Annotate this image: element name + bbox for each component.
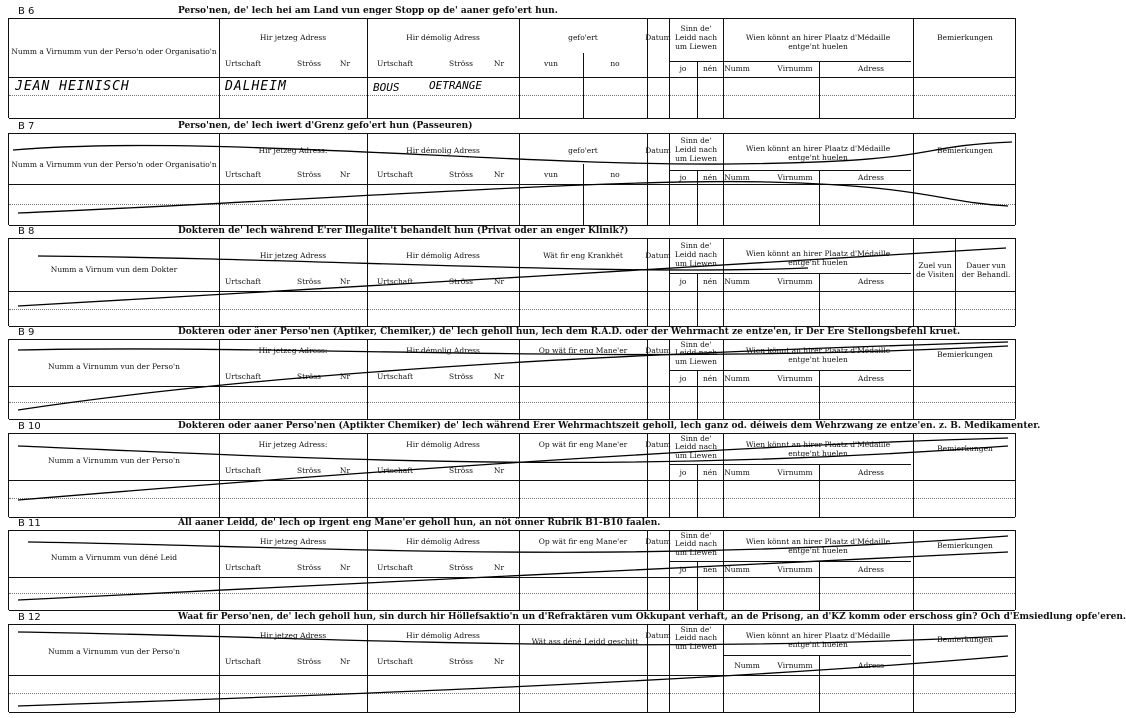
column-header: Numm a Virnumm vun der Perso'n: [48, 456, 180, 465]
section-b8: [8, 226, 1016, 326]
column-header: Datum: [645, 33, 671, 42]
column-header: Nr: [493, 170, 505, 179]
column-header: Virnumm: [777, 661, 813, 670]
column-header: entge'nt huelen: [788, 355, 848, 364]
column-header: Wien könnt an hirer Plaatz d'Médaille: [745, 537, 891, 546]
column-header: Virnumm: [777, 374, 813, 383]
column-header: Hir jetzeg Adress: [259, 631, 327, 640]
column-header: jo: [679, 468, 687, 477]
column-header: Datum: [645, 537, 671, 546]
column-header: Virnumm: [777, 565, 813, 574]
column-header: entge'nt huelen: [788, 258, 848, 267]
section-code: B 12: [18, 612, 41, 623]
column-header: Sinn de': [680, 136, 712, 145]
section-code: B 10: [18, 421, 41, 432]
section-table: [8, 434, 1016, 517]
column-header: Hir jetzeg Adress: [259, 537, 327, 546]
column-header: Urtschaft: [224, 657, 262, 666]
column-header: nén: [702, 277, 718, 286]
column-header: Wien könnt an hirer Plaatz d'Médaille: [745, 33, 891, 42]
column-header: vun: [544, 59, 558, 68]
column-header: Ströss: [449, 277, 473, 286]
column-header: Datum: [645, 146, 671, 155]
section-table: [8, 340, 1016, 419]
column-header: Nr: [493, 59, 505, 68]
column-header: Leidd nach: [674, 33, 718, 42]
column-header: Wien könnt an hirer Plaatz d'Médaille: [745, 144, 891, 153]
section-title: Perso'nen, de' lech hei am Land vun enger Stopp op de' aaner gefo'ert hun.: [178, 6, 558, 16]
column-header: Nr: [493, 372, 505, 381]
column-header: entge'nt huelen: [788, 153, 848, 162]
column-header: Urtschaft: [376, 170, 414, 179]
column-header: jo: [679, 64, 687, 73]
section-b11: [8, 518, 1016, 610]
column-header: um Liewen: [675, 357, 717, 366]
column-header: Wien könnt an hirer Plaatz d'Médaille: [745, 346, 891, 355]
handwritten-former-street: OETRANGE: [429, 79, 482, 92]
section-header: [8, 121, 1016, 134]
column-header: Leidd nach: [674, 145, 718, 154]
column-header: Op wät fir eng Mane'er: [538, 346, 628, 355]
column-header: Leidd nach: [674, 348, 718, 357]
column-header: Ströss: [297, 466, 321, 475]
column-header: Adress: [858, 565, 884, 574]
column-header: Bemierkungen: [937, 541, 993, 550]
column-header: vun: [544, 170, 558, 179]
column-header: Adress: [858, 374, 884, 383]
section-header: [8, 421, 1041, 434]
section-table: [8, 19, 1016, 118]
column-header: Nr: [493, 466, 505, 475]
column-header: Adress: [858, 277, 884, 286]
section-b12: [8, 612, 1126, 712]
column-header: Op wät fir eng Mane'er: [538, 537, 628, 546]
section-table: [8, 625, 1016, 712]
column-header: Wien könnt an hirer Plaatz d'Médaille: [745, 631, 891, 640]
section-title: Dokteren oder aaner Perso'nen (Aptikter Chemiker) de' lech während Erer Wehrmachtszeit geholl, lech ganz od. déiweis dem Wehrzwang ze entze'en. z. B. Medikamenter.: [178, 421, 1041, 431]
column-header: Leidd nach: [674, 442, 718, 451]
column-header: Virnumm: [777, 64, 813, 73]
column-header: Hir jetzeg Adress: [259, 251, 327, 260]
column-header: nén: [702, 173, 718, 182]
section-header: [8, 327, 1016, 340]
column-header: no: [610, 59, 620, 68]
column-header: Ströss: [297, 563, 321, 572]
column-header: Wien könnt an hirer Plaatz d'Médaille: [745, 440, 891, 449]
column-header: Hir jetzeg Adress:: [258, 440, 328, 449]
column-header: Urtschaft: [224, 466, 262, 475]
column-header: Numm a Virnumm vun déné Leid: [50, 553, 178, 562]
section-code: B 8: [18, 226, 35, 237]
column-header: Hir jetzeg Adress: [259, 33, 327, 42]
column-header: Adress: [858, 661, 884, 670]
column-header: jo: [679, 374, 687, 383]
column-header: Hir démolig Adress: [406, 631, 480, 640]
section-header: [8, 6, 1016, 19]
column-header: nén: [702, 565, 718, 574]
column-header: Ströss: [297, 277, 321, 286]
column-header: Virnumm: [777, 468, 813, 477]
column-header: Bemierkungen: [937, 635, 993, 644]
column-header: Adress: [858, 64, 884, 73]
column-header: Hir démolig Adress: [406, 251, 480, 260]
section-table: [8, 134, 1016, 225]
column-header: Urtschaft: [224, 59, 262, 68]
column-header: um Liewen: [675, 548, 717, 557]
section-table: [8, 531, 1016, 610]
column-header: entge'nt huelen: [788, 42, 848, 51]
section-code: B 7: [18, 121, 35, 132]
column-header: Hir démolig Adress: [406, 537, 480, 546]
column-header: Ströss: [449, 657, 473, 666]
handwritten-name: JEAN HEINISCH: [15, 79, 130, 94]
column-header: Nr: [339, 59, 351, 68]
column-header: Virnumm: [777, 173, 813, 182]
column-header: Numm a Virnumm vun der Perso'n: [48, 362, 180, 371]
column-header: Urtschaft: [224, 170, 262, 179]
column-header: Ströss: [449, 563, 473, 572]
section-header: [8, 612, 1126, 625]
column-header: Nr: [493, 563, 505, 572]
column-header: entge'nt huelen: [788, 449, 848, 458]
column-header: Numm: [724, 277, 750, 286]
column-header: Nr: [339, 563, 351, 572]
column-header: Adress: [858, 173, 884, 182]
column-header: Sinn de': [680, 241, 712, 250]
column-header: Ströss: [297, 170, 321, 179]
section-title: All aaner Leidd, de' lech op irgent eng Mane'er geholl hun, an nöt önner Rubrik B1-B10 faalen.: [178, 518, 661, 528]
column-header: Datum: [645, 631, 671, 640]
column-header: Nr: [339, 466, 351, 475]
column-header: Ströss: [449, 372, 473, 381]
handwritten-current-locality: DALHEIM: [225, 79, 287, 94]
column-header: Numm: [724, 374, 750, 383]
column-header: um Liewen: [675, 259, 717, 268]
column-header: Hir démolig Adress: [406, 146, 480, 155]
column-header: jo: [679, 565, 687, 574]
section-title: Perso'nen, de' lech iwert d'Grenz gefo'ert hun (Passeuren): [178, 121, 473, 131]
column-header: Urtschaft: [376, 59, 414, 68]
column-header: Wien könnt an hirer Plaatz d'Médaille: [745, 249, 891, 258]
section-code: B 9: [18, 327, 35, 338]
column-header: Nr: [339, 372, 351, 381]
column-header: Ströss: [297, 59, 321, 68]
column-header: Nr: [339, 170, 351, 179]
section-title: Dokteren oder äner Perso'nen (Aptiker, Chemiker,) de' lech geholl hun, lech dem R.A.D. oder der Wehrmacht ze entze'en, ir Der Ere Stellongsbefehl kruet.: [178, 327, 961, 337]
section-header: [8, 226, 1016, 239]
section-b7: [8, 121, 1016, 225]
column-header: Urtschaft: [376, 563, 414, 572]
column-header: Ströss: [297, 657, 321, 666]
column-header: Nr: [493, 277, 505, 286]
column-header: Bemierkungen: [937, 146, 993, 155]
column-header: Urtschaft: [224, 563, 262, 572]
column-header: Datum: [645, 440, 671, 449]
column-header: Virnumm: [777, 277, 813, 286]
column-header: um Liewen: [675, 642, 717, 651]
column-header: Sinn de': [680, 434, 712, 443]
column-header: Nr: [493, 657, 505, 666]
column-header: Sinn de': [680, 24, 712, 33]
column-header: Ströss: [449, 466, 473, 475]
column-header: Numm: [724, 565, 750, 574]
column-header: Hir jetzeg Adress:: [258, 346, 328, 355]
column-header: Numm: [734, 661, 760, 670]
column-header: jo: [679, 277, 687, 286]
section-b9: [8, 327, 1016, 419]
column-header: nén: [702, 374, 718, 383]
column-header: Leidd nach: [674, 539, 718, 548]
column-header: no: [610, 170, 620, 179]
column-header: gefo'ert: [568, 33, 598, 42]
column-header: Sinn de': [680, 340, 712, 349]
column-header: Wät fir eng Krankhét: [543, 251, 623, 260]
column-header: jo: [679, 173, 687, 182]
column-header: entge'nt huelen: [788, 640, 848, 649]
column-header: gefo'ert: [568, 146, 598, 155]
column-header: Datum: [645, 346, 671, 355]
column-header: Hir démolig Adress: [406, 440, 480, 449]
questionnaire-sheet: [8, 6, 1126, 712]
column-header: Urtschaft: [376, 277, 414, 286]
section-title: Dokteren de' lech während E'rer Illegalite't behandelt hun (Privat oder an enger Klinik?): [178, 226, 629, 236]
column-header: nén: [702, 468, 718, 477]
column-header: Leidd nach: [674, 250, 718, 259]
column-header: Datum: [645, 251, 671, 260]
column-header: Numm a Virnumm vun der Perso'n: [48, 647, 180, 656]
column-header: Bemierkungen: [937, 444, 993, 453]
column-header: um Liewen: [675, 451, 717, 460]
column-header: Op wät fir eng Mane'er: [538, 440, 628, 449]
section-title: Waat fir Perso'nen, de' lech geholl hun, sin durch hir Höllefsaktio'n un d'Refraktären vum Okkupant verhaft, an de Prisong, an d'KZ komm oder erschoss gin? Och d'Emsiedlung opfe'eren.: [178, 612, 1126, 622]
column-header: Hir jetzeg Adress:: [258, 146, 328, 155]
section-b10: [8, 421, 1041, 517]
column-header: um Liewen: [675, 42, 717, 51]
section-b6: [8, 6, 1016, 118]
column-header: Bemierkungen: [937, 33, 993, 42]
column-header: Urtschaft: [224, 277, 262, 286]
column-header: Sinn de': [680, 625, 712, 634]
column-header: Numm: [724, 173, 750, 182]
section-code: B 6: [18, 6, 35, 17]
column-header: Dauer vun der Behandl.: [961, 261, 1011, 279]
column-header: Hir démolig Adress: [406, 346, 480, 355]
section-code: B 11: [18, 518, 41, 529]
column-header: Nr: [339, 657, 351, 666]
column-header: Numm a Virnumm vun der Perso'n oder Organisatio'n: [11, 160, 217, 169]
column-header: Bemierkungen: [937, 350, 993, 359]
column-header: Numm: [724, 468, 750, 477]
column-header: Zuel vun de Visiten: [916, 261, 954, 279]
column-header: Urtschaft: [376, 657, 414, 666]
column-header: Leidd nach: [674, 633, 718, 642]
section-table: [8, 239, 1016, 326]
column-header: um Liewen: [675, 154, 717, 163]
column-header: Adress: [858, 468, 884, 477]
column-header: Numm a Virnumm vun der Perso'n oder Organisatio'n: [11, 47, 217, 56]
column-header: Sinn de': [680, 531, 712, 540]
column-header: Hir démolig Adress: [406, 33, 480, 42]
column-header: Ströss: [449, 59, 473, 68]
column-header: Numm: [724, 64, 750, 73]
section-header: [8, 518, 1016, 531]
column-header: Ströss: [297, 372, 321, 381]
column-header: Urtschaft: [224, 372, 262, 381]
column-header: Urtschaft: [376, 466, 414, 475]
column-header: Numm a Virnum vun dem Dokter: [50, 265, 178, 274]
column-header: entge'nt huelen: [788, 546, 848, 555]
column-header: nén: [702, 64, 718, 73]
column-header: Ströss: [449, 170, 473, 179]
column-header: Urtschaft: [376, 372, 414, 381]
column-header: Nr: [339, 277, 351, 286]
handwritten-former-locality: BOUS: [373, 81, 400, 94]
column-header: Wät ass déné Leidd geschitt: [531, 637, 639, 646]
